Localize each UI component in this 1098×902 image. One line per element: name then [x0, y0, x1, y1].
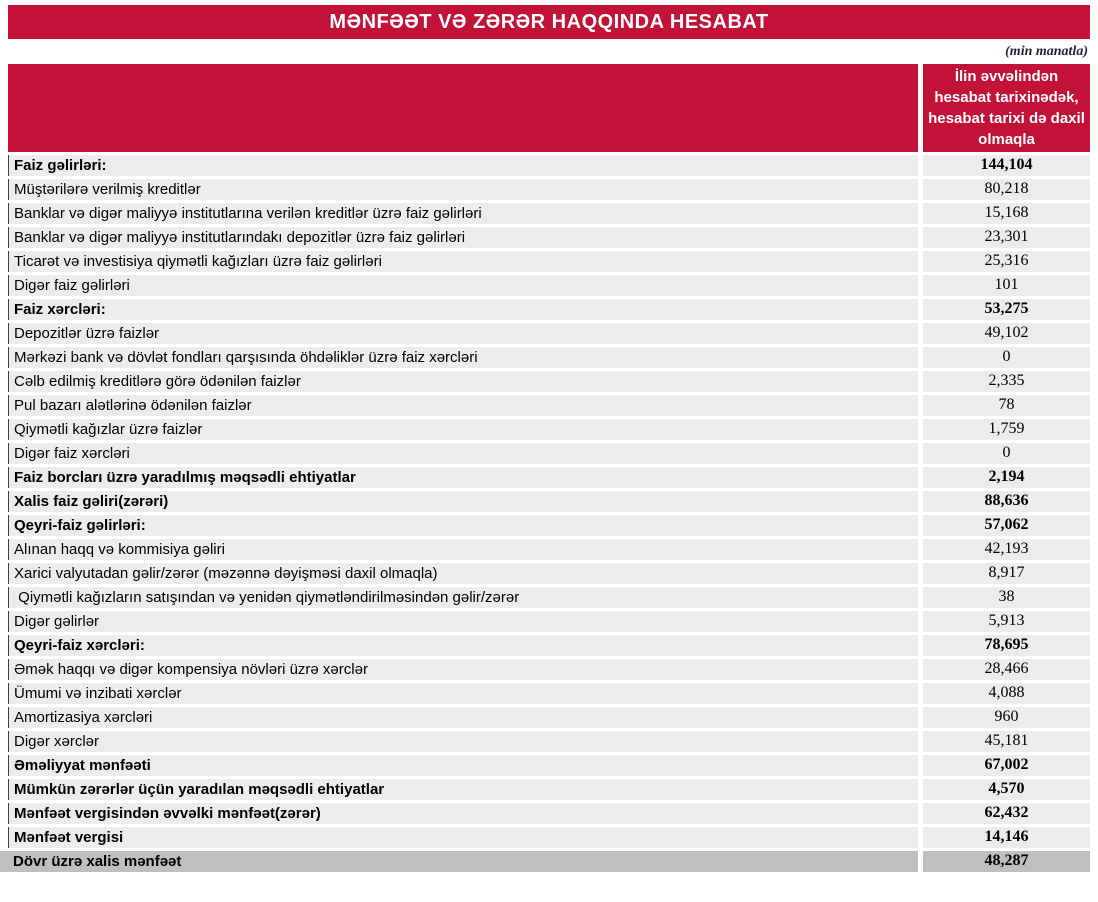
row-value: 28,466 — [923, 659, 1090, 680]
table-row — [8, 827, 1090, 848]
row-label: Xalis faiz gəliri(zərəri) — [8, 491, 918, 512]
table-row — [8, 515, 1090, 536]
table-row — [8, 371, 1090, 392]
table-row — [8, 587, 1090, 608]
header-label-cell — [8, 64, 918, 152]
row-label: Banklar və digər maliyyə institutlarına verilən kreditlər üzrə faiz gəlirləri — [8, 203, 918, 224]
table-row — [8, 491, 1090, 512]
row-label: Banklar və digər maliyyə institutlarındakı depozitlər üzrə faiz gəlirləri — [8, 227, 918, 248]
table-row — [8, 419, 1090, 440]
row-label: Mərkəzi bank və dövlət fondları qarşısında öhdəliklər üzrə faiz xərcləri — [8, 347, 918, 368]
row-value: 2,194 — [923, 467, 1090, 488]
table-body — [8, 155, 1090, 872]
table-row — [8, 323, 1090, 344]
table-row — [8, 251, 1090, 272]
row-value: 2,335 — [923, 371, 1090, 392]
pnl-table — [8, 64, 1090, 872]
row-label: Qeyri-faiz gəlirləri: — [8, 515, 918, 536]
row-value: 1,759 — [923, 419, 1090, 440]
row-value: 62,432 — [923, 803, 1090, 824]
row-label: Ümumi və inzibati xərclər — [8, 683, 918, 704]
row-label: Cəlb edilmiş kreditlərə görə ödənilən faizlər — [8, 371, 918, 392]
row-label: Qiymətli kağızların satışından və yenidən qiymətləndirilməsindən gəlir/zərər — [8, 587, 918, 608]
row-value: 25,316 — [923, 251, 1090, 272]
table-row — [8, 803, 1090, 824]
row-label: Əməliyyat mənfəəti — [8, 755, 918, 776]
row-value: 144,104 — [923, 155, 1090, 176]
table-row — [8, 731, 1090, 752]
row-label: Digər faiz gəlirləri — [8, 275, 918, 296]
row-label: Digər faiz xərcləri — [8, 443, 918, 464]
table-row — [8, 539, 1090, 560]
row-value: 14,146 — [923, 827, 1090, 848]
row-label: Qiymətli kağızlar üzrə faizlər — [8, 419, 918, 440]
row-label: Müştərilərə verilmiş kreditlər — [8, 179, 918, 200]
table-header-row — [8, 64, 1090, 152]
row-label: Amortizasiya xərcləri — [8, 707, 918, 728]
header-value-cell: İlin əvvəlindən hesabat tarixinədək, hesabat tarixi də daxil olmaqla — [923, 64, 1090, 152]
row-value: 15,168 — [923, 203, 1090, 224]
table-row — [8, 347, 1090, 368]
row-label: Digər gəlirlər — [8, 611, 918, 632]
table-row — [8, 443, 1090, 464]
row-label: Digər xərclər — [8, 731, 918, 752]
row-label: Ticarət və investisiya qiymətli kağızları üzrə faiz gəlirləri — [8, 251, 918, 272]
row-value: 88,636 — [923, 491, 1090, 512]
unit-note: (min manatla) — [1005, 44, 1088, 59]
row-label: Depozitlər üzrə faizlər — [8, 323, 918, 344]
row-value: 80,218 — [923, 179, 1090, 200]
table-row — [8, 683, 1090, 704]
row-label: Alınan haqq və kommisiya gəliri — [8, 539, 918, 560]
row-value: 78,695 — [923, 635, 1090, 656]
table-row — [8, 635, 1090, 656]
row-value: 38 — [923, 587, 1090, 608]
row-label: Xarici valyutadan gəlir/zərər (məzənnə dəyişməsi daxil olmaqla) — [8, 563, 918, 584]
table-row — [8, 467, 1090, 488]
table-row — [8, 779, 1090, 800]
row-value: 42,193 — [923, 539, 1090, 560]
row-value: 4,570 — [923, 779, 1090, 800]
table-row — [8, 707, 1090, 728]
row-label: Pul bazarı alətlərinə ödənilən faizlər — [8, 395, 918, 416]
table-row — [8, 659, 1090, 680]
table-row — [8, 275, 1090, 296]
row-value: 4,088 — [923, 683, 1090, 704]
table-row — [8, 755, 1090, 776]
row-value: 23,301 — [923, 227, 1090, 248]
table-row — [8, 611, 1090, 632]
row-label: Əmək haqqı və digər kompensiya növləri üzrə xərclər — [8, 659, 918, 680]
row-value: 48,287 — [923, 851, 1090, 872]
row-value: 101 — [923, 275, 1090, 296]
page-title: MƏNFƏƏT VƏ ZƏRƏR HAQQINDA HESABAT — [329, 10, 769, 33]
table-row — [8, 155, 1090, 176]
table-row — [8, 395, 1090, 416]
row-value: 45,181 — [923, 731, 1090, 752]
row-label: Mənfəət vergisindən əvvəlki mənfəət(zərər) — [8, 803, 918, 824]
row-value: 78 — [923, 395, 1090, 416]
row-label: Mənfəət vergisi — [8, 827, 918, 848]
row-value: 57,062 — [923, 515, 1090, 536]
row-value: 5,913 — [923, 611, 1090, 632]
row-value: 0 — [923, 443, 1090, 464]
table-row — [8, 203, 1090, 224]
row-value: 8,917 — [923, 563, 1090, 584]
table-row — [8, 179, 1090, 200]
row-label: Mümkün zərərlər üçün yaradılan məqsədli ehtiyatlar — [8, 779, 918, 800]
row-value: 67,002 — [923, 755, 1090, 776]
table-row — [8, 299, 1090, 320]
row-label: Faiz borcları üzrə yaradılmış məqsədli ehtiyatlar — [8, 467, 918, 488]
row-label: Faiz xərcləri: — [8, 299, 918, 320]
row-value: 49,102 — [923, 323, 1090, 344]
row-value: 0 — [923, 347, 1090, 368]
row-value: 53,275 — [923, 299, 1090, 320]
report-title-bar — [8, 5, 1090, 39]
table-row — [8, 563, 1090, 584]
row-value: 960 — [923, 707, 1090, 728]
row-label: Dövr üzrə xalis mənfəət — [0, 851, 918, 872]
row-label: Qeyri-faiz xərcləri: — [8, 635, 918, 656]
table-row — [8, 227, 1090, 248]
table-row — [8, 851, 1090, 872]
row-label: Faiz gəlirləri: — [8, 155, 918, 176]
